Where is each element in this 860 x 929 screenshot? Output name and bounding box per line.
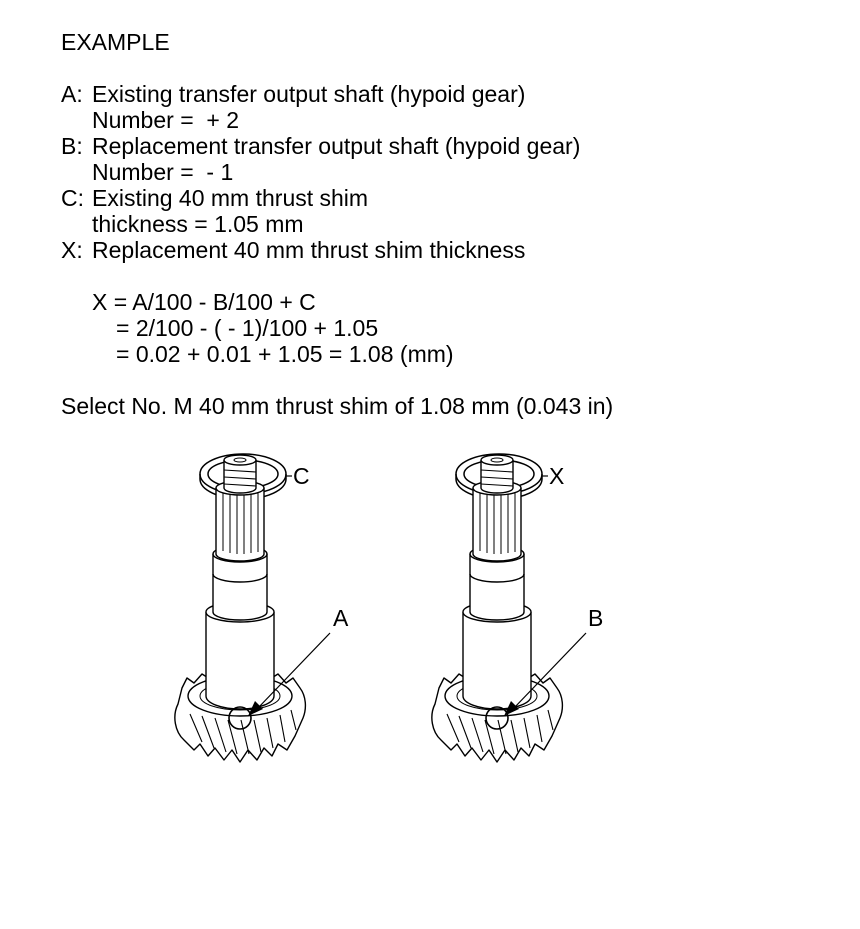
definition-b-text: Replacement transfer output shaft (hypoid gear) <box>92 133 581 159</box>
definition-a-text: Existing transfer output shaft (hypoid gear) <box>92 81 526 107</box>
definition-c-thickness: thickness = 1.05 mm <box>92 211 304 237</box>
definition-c-text: Existing 40 mm thrust shim <box>92 185 369 211</box>
definition-a-number: Number = + 2 <box>92 107 240 133</box>
selection-text: Select No. M 40 mm thrust shim of 1.08 mm (0.043 in) <box>61 393 614 419</box>
right-point-label: B <box>588 605 604 631</box>
formula-line-3: = 0.02 + 0.01 + 1.05 = 1.08 (mm) <box>116 341 454 367</box>
definition-c-key: C: <box>61 185 84 211</box>
formula-line-2: = 2/100 - ( - 1)/100 + 1.05 <box>116 315 379 341</box>
definition-b-number: Number = - 1 <box>92 159 234 185</box>
definition-x-text: Replacement 40 mm thrust shim thickness <box>92 237 526 263</box>
formula-line-1: X = A/100 - B/100 + C <box>92 289 316 315</box>
example-heading: EXAMPLE <box>61 29 170 55</box>
definition-x-key: X: <box>61 237 83 263</box>
left-shaft-icon <box>175 455 306 762</box>
right-shaft-icon <box>432 455 563 762</box>
definition-a-key: A: <box>61 81 83 107</box>
left-point-label: A <box>333 605 349 631</box>
definition-b-key: B: <box>61 133 83 159</box>
left-shim-label: C <box>293 463 310 489</box>
right-shim-label: X <box>549 463 565 489</box>
